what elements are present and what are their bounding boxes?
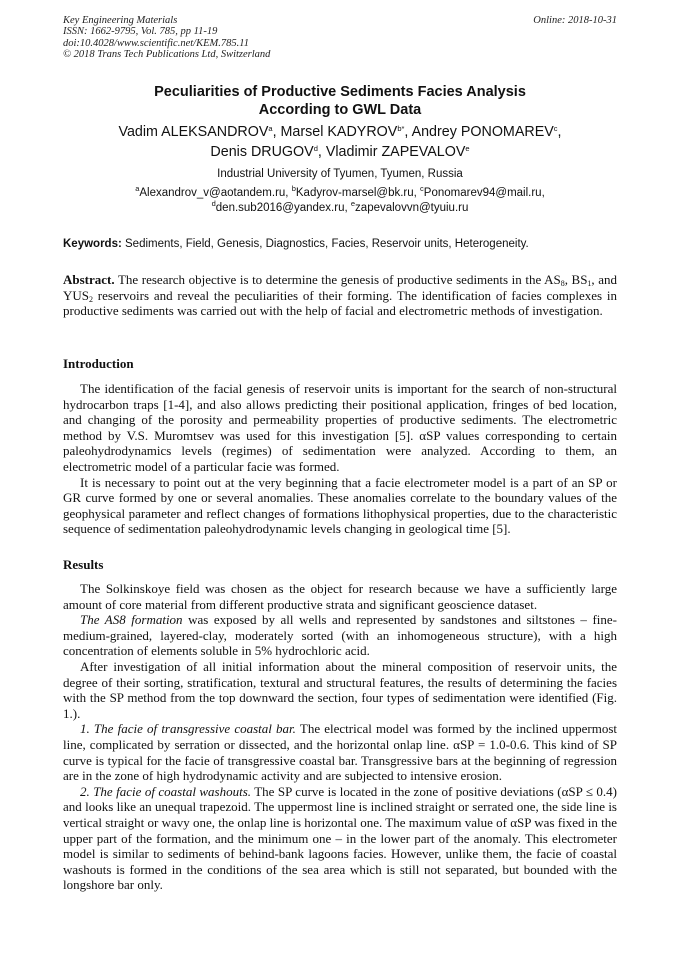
paper-title (63, 83, 617, 119)
title-line-2: According to GWL Data (258, 102, 422, 118)
abstract-label: Abstract. (63, 272, 115, 287)
keywords-text: Sediments, Field, Genesis, Diagnostics, Facies, Reservoir units, Heterogeneity. (125, 238, 529, 250)
paragraph: After investigation of all initial information about the mineral composition of reservoir units, the degree of their sorting, stratification, textural and structural features, the results of determining the facies with the SP method from the top downward the section, four types of sedimentation were identified (Fig. 1.). (63, 658, 617, 721)
email-link[interactable]: den.sub2016@yandex.ru, (215, 202, 348, 214)
author-sup: e (465, 143, 470, 153)
author-sup: b* (397, 124, 405, 133)
abstract-text: reservoirs and reveal the peculiarities of their forming. The identification of facies complexes in productive sediments was carried out with the help of facial and electrometric methods of investigation. (63, 287, 617, 319)
author-sup: d (313, 143, 318, 153)
introduction-section (63, 381, 617, 537)
online-date: Online: 2018-10-31 (533, 15, 617, 26)
paragraph: The identification of the facial genesis of reservoir units is important for the search of non-structural hydrocarbon traps [1-4], and also allows predicting their positional application, fringes of bed location, and changing of the porosity and permeability properties of productive sediments. The electrometric method by V.S. Muromtsev was used for this investigation [5]. αSP values corresponding to certain paleohydrodynamics levels (regimes) of sedimentation were analyzed. According to them, an electrometric model of a particular facie was formed. (63, 381, 617, 474)
issn-line: ISSN: 1662-9795, Vol. 785, pp 11-19 (63, 26, 218, 38)
abstract-text: , and YUS (63, 272, 618, 303)
email-link[interactable]: Ponomarev94@mail.ru, (423, 187, 545, 199)
subscript: 8 (560, 279, 565, 288)
email-sup: c (420, 184, 424, 193)
abstract-text: The research objective is to determine the genesis of productive sediments in the AS (117, 272, 561, 287)
subscript: 1 (587, 279, 592, 288)
paragraph (63, 612, 617, 659)
paragraph: The Solkinskoye field was chosen as the object for research because we have a sufficiently large amount of core material from different productive strata and significant geoscience dataset. (63, 581, 617, 612)
journal-header (63, 15, 617, 61)
author-name: Vadim ALEKSANDROV (118, 124, 269, 140)
email-link[interactable]: Kadyrov-marsel@bk.ru, (295, 187, 417, 199)
subscript: 2 (89, 294, 94, 304)
italic-run: 1. The facie of transgressive coastal bar. (80, 721, 296, 737)
doi-line: doi:10.4028/www.scientific.net/KEM.785.11 (63, 37, 249, 49)
paragraph (63, 721, 617, 783)
affiliation: Industrial University of Tyumen, Tyumen, Russia (217, 168, 463, 180)
copyright-line: © 2018 Trans Tech Publications Ltd, Switzerland (63, 49, 271, 61)
email-sup: d (211, 199, 216, 208)
journal-name: Key Engineering Materials (63, 15, 178, 26)
email-link[interactable]: zapevalovvn@tyuiu.ru (355, 202, 469, 214)
email-sup: e (350, 199, 356, 208)
italic-run: 2. The facie of coastal washouts. (80, 783, 252, 799)
title-line-1: Peculiarities of Productive Sediments Facies Analysis (154, 84, 526, 100)
keywords-label: Keywords: (63, 238, 122, 250)
introduction-heading: Introduction (63, 356, 134, 371)
abstract-text: , BS (564, 272, 588, 287)
paragraph-text: The electrical model was formed by the inclined uppermost line, complicated by serration or dissected, and the horizontal onlap line. αSP = 1.0-0.6. This kind of SP curve is typical for the facie of transgressive coastal bar. Transgressive bars at the beginning of regression are in the zone of high hydrodynamic activity and are subjected to intensive erosion. (63, 721, 617, 784)
author-name: Vladimir ZAPEVALOV (325, 143, 466, 160)
author-name: Denis DRUGOV (210, 143, 314, 160)
italic-run: The AS8 formation (80, 612, 183, 628)
author-list: Vadim ALEKSANDROV$^a$, Marsel $KADYROV^{b*}$, Andrey PONOMAREV$^c$, Denis DRUGOV$^d$, Vladimir ZAPEVALOV$^e$ (118, 124, 562, 160)
paragraph-text: The SP curve is located in the zone of positive deviations (αSP ≤ 0.4) and looks like an unequal trapezoid. The uppermost line is inclined straight or serrated one, the side line is vertical straight or wavy one, the onlap line is horizontal one. The maximum value of αSP was fixed in the upper part of the formation, and the minimum one – in the lower part of the anomaly. This electrometer model is similar to sediments of behind-bank lagoons facies. However, unlike them, the facie of coastal washouts is formed in the conditions of the sea area which is still not separated, but bounded with the longshore bar only. (63, 783, 617, 893)
abstract-paragraph (63, 272, 617, 319)
email-link[interactable]: Alexandrov_v@aotandem.ru, (139, 187, 289, 199)
email-sup: a (135, 184, 140, 193)
paragraph: It is necessary to point out at the very beginning that a facie electrometer model is a part of an SP or GR curve formed by one or several anomalies. These anomalies correlate to the boundary values of the geophysical parameter and reflect changes of formations lithophysical properties, due to the characteristic sequence of sedimentation paleohydrodynamic levels changing in geological time [5]. (63, 474, 617, 537)
abstract (63, 272, 617, 319)
author-sup: c (553, 124, 558, 133)
author-sup: a (268, 124, 273, 133)
email-sup: b (291, 184, 296, 193)
results-heading: Results (63, 557, 104, 572)
paragraph (63, 784, 617, 893)
keywords (63, 237, 617, 252)
paragraph-text: was exposed by all wells and represented by sandstones and siltstones – fine-medium-grained, layered-clay, moderately sorted (with an inhomogeneous structure), with a high concentration of elements soluble in 5% hydrochloric acid. (63, 612, 617, 659)
author-name: Andrey PONOMAREV (411, 124, 554, 140)
author-name: Marsel KADYROV (280, 124, 398, 140)
email-list (63, 186, 617, 216)
results-section (63, 581, 617, 893)
